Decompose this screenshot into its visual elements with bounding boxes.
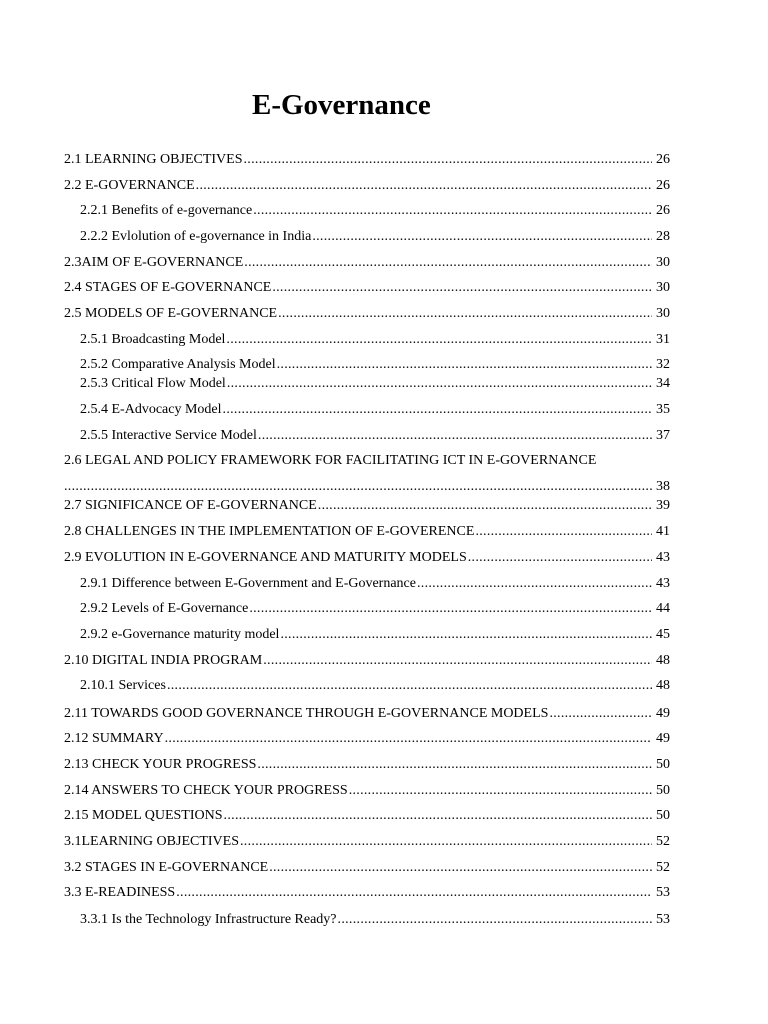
- toc-entry[interactable]: [64, 652, 670, 670]
- toc-entry-label: 3.3.1 Is the Technology Infrastructure Ready?: [80, 912, 337, 927]
- leader-dots: [176, 884, 652, 902]
- toc-entry[interactable]: [64, 884, 670, 902]
- toc-entry-label: 2.2 E-GOVERNANCE: [64, 178, 195, 193]
- leader-dots: [244, 254, 652, 272]
- leader-dots: [278, 305, 652, 323]
- toc-entry-label: 2.5 MODELS OF E-GOVERNANCE: [64, 306, 278, 321]
- leader-dots: [196, 177, 652, 195]
- toc-entry-page: 49: [656, 731, 670, 746]
- toc-entry-page: 41: [656, 524, 670, 539]
- leader-dots: [244, 151, 653, 169]
- toc-entry-label: 2.12 SUMMARY: [64, 731, 164, 746]
- toc-entry[interactable]: [64, 705, 670, 723]
- toc-entry-label: 2.10.1 Services: [80, 678, 166, 693]
- leader-dots: [338, 911, 652, 929]
- toc-entry-label: 2.1 LEARNING OBJECTIVES: [64, 152, 243, 167]
- toc-entry-page: 30: [656, 255, 670, 270]
- leader-dots: [318, 497, 652, 515]
- toc-entry[interactable]: [80, 356, 670, 374]
- toc-entry-label: 2.2.1 Benefits of e-governance: [80, 203, 253, 218]
- toc-entry[interactable]: [80, 911, 670, 929]
- toc-entry[interactable]: [64, 859, 670, 877]
- leader-dots: [272, 279, 652, 297]
- toc-entry-page: 53: [656, 885, 670, 900]
- toc-entry-label: 2.7 SIGNIFICANCE OF E-GOVERNANCE: [64, 498, 317, 513]
- leader-dots: [277, 356, 652, 374]
- leader-dots: [312, 228, 652, 246]
- toc-entry-label: 2.2.2 Evlolution of e-governance in India: [80, 229, 312, 244]
- toc-entry-page: 26: [656, 178, 670, 193]
- leader-dots: [257, 756, 652, 774]
- leader-dots: [167, 677, 652, 695]
- toc-entry[interactable]: [64, 279, 670, 297]
- toc-entry-label: 3.3 E-READINESS: [64, 885, 176, 900]
- leader-dots: [269, 859, 652, 877]
- toc-entry-page: 26: [656, 152, 670, 167]
- toc-entry-page: 50: [656, 783, 670, 798]
- leader-dots: [64, 478, 652, 496]
- toc-entry[interactable]: [64, 305, 670, 323]
- leader-dots: [223, 401, 652, 419]
- toc-entry-label: 2.5.5 Interactive Service Model: [80, 428, 257, 443]
- toc-entry-label: 2.4 STAGES OF E-GOVERNANCE: [64, 280, 272, 295]
- toc-entry[interactable]: [64, 497, 670, 515]
- leader-dots: [240, 833, 652, 851]
- toc-entry-page: 50: [656, 808, 670, 823]
- toc-entry-label: 2.5.4 E-Advocacy Model: [80, 402, 222, 417]
- toc-entry-label: 2.15 MODEL QUESTIONS: [64, 808, 223, 823]
- toc-entry-label: 2.3AIM OF E-GOVERNANCE: [64, 255, 244, 270]
- toc-entry[interactable]: [80, 401, 670, 419]
- toc-entry[interactable]: [64, 523, 670, 541]
- toc-entry-label: 2.10 DIGITAL INDIA PROGRAM: [64, 653, 263, 668]
- toc-entry-page: 53: [656, 912, 670, 927]
- leader-dots: [349, 782, 652, 800]
- toc-entry-page: 44: [656, 601, 670, 616]
- toc-entry-label: 2.6 LEGAL AND POLICY FRAMEWORK FOR FACILITATING ICT IN E-GOVERNANCE: [64, 453, 597, 468]
- toc-entry[interactable]: [64, 549, 670, 567]
- toc-entry-label: 2.9.2 e-Governance maturity model: [80, 627, 280, 642]
- toc-entry[interactable]: [64, 452, 670, 496]
- toc-entry-page: 38: [656, 479, 670, 494]
- toc-entry-label: 2.5.2 Comparative Analysis Model: [80, 357, 276, 372]
- leader-dots: [227, 375, 652, 393]
- leader-dots: [468, 549, 652, 567]
- toc-entry-label: 2.13 CHECK YOUR PROGRESS: [64, 757, 257, 772]
- toc-entry-label: 2.5.1 Broadcasting Model: [80, 332, 226, 347]
- leader-dots: [226, 331, 652, 349]
- toc-entry[interactable]: [64, 782, 670, 800]
- leader-dots: [253, 202, 652, 220]
- toc-entry-page: 49: [656, 706, 670, 721]
- toc-entry-page: 43: [656, 576, 670, 591]
- toc-entry[interactable]: [80, 600, 670, 618]
- toc-entry-page: 30: [656, 280, 670, 295]
- toc-entry-page: 48: [656, 678, 670, 693]
- toc-entry-page: 34: [656, 376, 670, 391]
- toc-entry[interactable]: [64, 177, 670, 195]
- toc-entry-page: 48: [656, 653, 670, 668]
- toc-entry[interactable]: [64, 254, 670, 272]
- toc-entry[interactable]: [80, 202, 670, 220]
- toc-entry[interactable]: [80, 228, 670, 246]
- toc-entry-page: 45: [656, 627, 670, 642]
- toc-entry-page: 43: [656, 550, 670, 565]
- toc-entry-label: 2.9.2 Levels of E-Governance: [80, 601, 249, 616]
- leader-dots: [475, 523, 652, 541]
- toc-entry-label: 2.9 EVOLUTION IN E-GOVERNANCE AND MATURITY MODELS: [64, 550, 467, 565]
- toc-entry[interactable]: [80, 331, 670, 349]
- toc-entry-page: 39: [656, 498, 670, 513]
- toc-entry[interactable]: [64, 807, 670, 825]
- toc-entry[interactable]: [80, 677, 670, 695]
- toc-entry-page: 26: [656, 203, 670, 218]
- leader-dots: [280, 626, 652, 644]
- toc-entry-page: 32: [656, 357, 670, 372]
- leader-dots: [417, 575, 652, 593]
- toc-entry-label: 2.11 TOWARDS GOOD GOVERNANCE THROUGH E-GOVERNANCE MODELS: [64, 706, 549, 721]
- toc-entry[interactable]: [64, 151, 670, 169]
- toc-entry[interactable]: [80, 626, 670, 644]
- toc-entry[interactable]: [64, 730, 670, 748]
- toc-entry[interactable]: [80, 375, 670, 393]
- leader-dots: [258, 427, 652, 445]
- leader-dots: [249, 600, 652, 618]
- toc-entry-page: 52: [656, 834, 670, 849]
- toc-entry-page: 52: [656, 860, 670, 875]
- toc-entry-label: 2.8 CHALLENGES IN THE IMPLEMENTATION OF E-GOVERENCE: [64, 524, 475, 539]
- leader-dots: [549, 705, 652, 723]
- toc-entry-label: 2.14 ANSWERS TO CHECK YOUR PROGRESS: [64, 783, 348, 798]
- toc-entry-label: 2.5.3 Critical Flow Model: [80, 376, 226, 391]
- toc-entry-page: 31: [656, 332, 670, 347]
- toc-entry-page: 37: [656, 428, 670, 443]
- document-title: E-Governance: [252, 89, 431, 121]
- toc-entry-page: 35: [656, 402, 670, 417]
- toc-entry[interactable]: [64, 756, 670, 774]
- toc-entry[interactable]: [80, 427, 670, 445]
- toc-entry[interactable]: [80, 575, 670, 593]
- toc-entry-label: 2.9.1 Difference between E-Government and E-Governance: [80, 576, 416, 591]
- leader-dots: [224, 807, 652, 825]
- leader-dots: [263, 652, 652, 670]
- toc-entry[interactable]: [64, 833, 670, 851]
- toc-entry-page: 30: [656, 306, 670, 321]
- toc-entry-label: 3.1LEARNING OBJECTIVES: [64, 834, 239, 849]
- toc-entry-label: 3.2 STAGES IN E-GOVERNANCE: [64, 860, 269, 875]
- toc-entry-page: 28: [656, 229, 670, 244]
- leader-dots: [165, 730, 652, 748]
- toc-entry-page: 50: [656, 757, 670, 772]
